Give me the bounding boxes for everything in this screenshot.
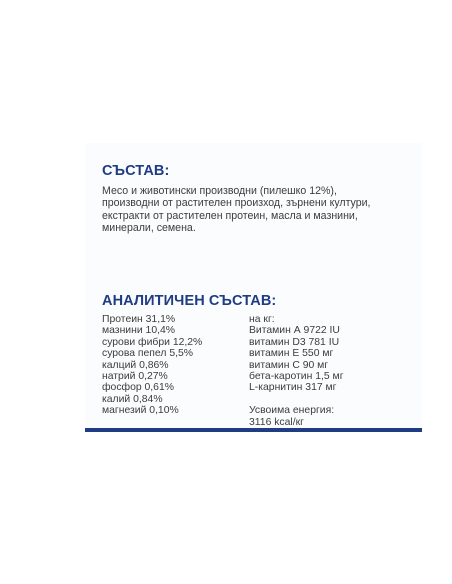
composition-heading: СЪСТАВ: xyxy=(102,163,170,179)
constituent-item: Протеин 31,1% xyxy=(102,314,176,325)
composition-line: производни от растителен произход, зърнени култури, xyxy=(102,197,371,210)
constituent-item: калций 0,86% xyxy=(102,359,169,371)
additive-item: витамин E 550 мг xyxy=(249,348,334,360)
constituent-item: мазнини 10,4% xyxy=(102,325,176,337)
composition-line: Месо и животински производни (пилешко 12%), xyxy=(102,185,337,197)
divider-bar xyxy=(85,428,422,432)
additive-item: L-карнитин 317 мг xyxy=(249,382,337,394)
additive-item: бета-каротин 1,5 мг xyxy=(249,371,344,383)
composition-line: минерали, семена. xyxy=(102,222,196,235)
additive-item: Витамин А 9722 IU xyxy=(249,325,340,337)
constituent-item: сурова пепел 5,5% xyxy=(102,348,193,360)
list-spacer xyxy=(249,394,343,405)
constituent-item: сурови фибри 12,2% xyxy=(102,336,203,348)
analytical-constituents-list xyxy=(102,314,202,417)
analytical-heading: АНАЛИТИЧЕН СЪСТАВ: xyxy=(102,293,277,309)
constituent-item: фосфор 0,61% xyxy=(102,382,174,394)
additive-item: витамин C 90 мг xyxy=(249,359,329,371)
constituent-item: магнезий 0,10% xyxy=(102,405,179,417)
additive-item: витамин D3 781 IU xyxy=(249,336,340,348)
composition-text xyxy=(102,185,370,235)
energy-label: Усвоима енергия: xyxy=(249,405,335,417)
constituent-item: калий 0,84% xyxy=(102,393,163,405)
composition-line: екстракти от растителен протеин, масла и мазнини, xyxy=(102,209,358,222)
energy-value: 3116 kcal/кг xyxy=(249,416,304,428)
additive-item: на кг: xyxy=(249,314,275,325)
constituent-item: натрий 0,27% xyxy=(102,371,168,383)
additives-list xyxy=(249,314,343,428)
